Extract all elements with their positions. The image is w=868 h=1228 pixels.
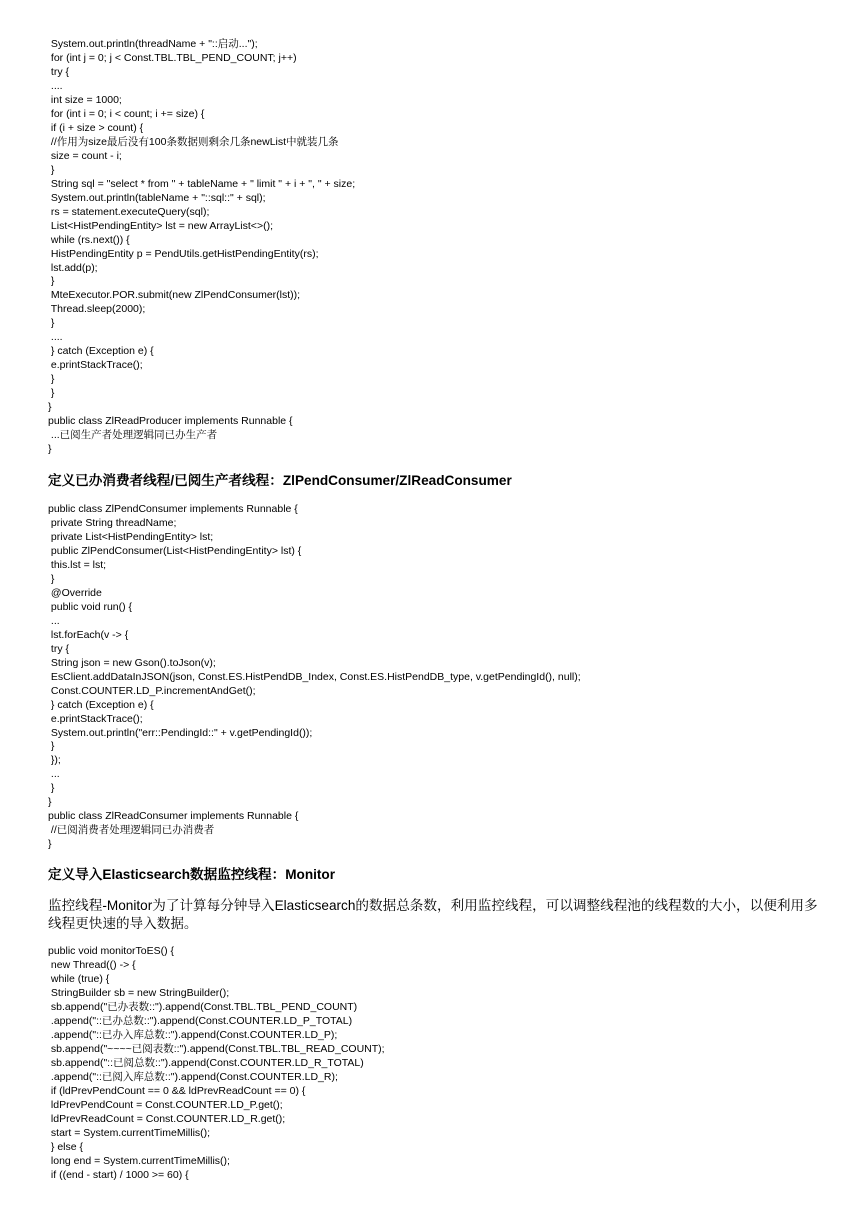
code-line: String sql = "select * from " + tableName + " limit " + i + ", " + size; [48, 177, 356, 190]
code-line: size = count - i; [48, 149, 122, 162]
code-line: ... [48, 614, 60, 627]
code-line: } [48, 387, 55, 400]
code-line: StringBuilder sb = new StringBuilder(); [48, 986, 230, 999]
code-line: this.lst = lst; [48, 558, 107, 571]
code-line: lst.forEach(v -> { [48, 628, 129, 641]
code-line: sb.append("~~~~已阅表数::").append(Const.TBL.TBL_READ_COUNT); [48, 1042, 385, 1055]
code-line: lst.add(p); [48, 261, 98, 274]
code-line: } [48, 443, 52, 456]
code-line: int size = 1000; [48, 93, 122, 106]
code-block-producer [48, 38, 848, 457]
code-block-monitor [48, 945, 848, 1182]
code-line: //已阅消费者处理逻辑同已办消费者 [48, 824, 215, 837]
code-line: } [48, 401, 52, 414]
code-line: e.printStackTrace(); [48, 359, 143, 372]
code-line: start = System.currentTimeMillis(); [48, 1126, 211, 1139]
code-line: } [48, 740, 55, 753]
code-line: .... [48, 79, 63, 92]
code-line: Thread.sleep(2000); [48, 303, 146, 316]
code-line: public ZlPendConsumer(List<HistPendingEntity> lst) { [48, 544, 302, 557]
section-heading-monitor-thread: 定义导入Elasticsearch数据监控线程：Monitor [48, 867, 336, 882]
code-line: while (rs.next()) { [48, 233, 130, 246]
code-line: .... [48, 331, 63, 344]
code-line: String json = new Gson().toJson(v); [48, 656, 216, 669]
code-line: try { [48, 642, 70, 655]
code-line: private String threadName; [48, 516, 177, 529]
code-line: } else { [48, 1140, 84, 1153]
code-line: new Thread(() -> { [48, 958, 136, 971]
code-line: } catch (Exception e) { [48, 698, 154, 711]
code-line: } [48, 373, 55, 386]
code-line: } [48, 782, 55, 795]
code-line: } [48, 317, 55, 330]
code-line: while (true) { [48, 972, 110, 985]
code-line: } catch (Exception e) { [48, 345, 154, 358]
code-line: sb.append("已办表数::").append(Const.TBL.TBL_PEND_COUNT) [48, 1000, 358, 1013]
code-line: private List<HistPendingEntity> lst; [48, 530, 214, 543]
code-line: public void monitorToES() { [48, 945, 175, 957]
code-line: long end = System.currentTimeMillis(); [48, 1154, 230, 1167]
code-line: } [48, 163, 55, 176]
code-line: public class ZlReadProducer implements Runnable { [48, 415, 293, 428]
code-line: public void run() { [48, 600, 133, 613]
code-line: MteExecutor.POR.submit(new ZlPendConsumer(lst)); [48, 289, 301, 302]
code-line: //作用为size最后没有100条数据则剩余几条newList中就装几条 [48, 135, 339, 148]
code-line: System.out.println(tableName + "::sql::" + sql); [48, 191, 266, 204]
code-line: public class ZlReadConsumer implements Runnable { [48, 810, 299, 823]
code-line: HistPendingEntity p = PendUtils.getHistPendingEntity(rs); [48, 247, 319, 260]
monitor-description-paragraph: 监控线程-Monitor为了计算每分钟导入Elasticsearch的数据总条数，利用监控线程，可以调整线程池的线程数的大小，以便利用多线程更快速的导入数据。 [48, 898, 818, 931]
code-line: @Override [48, 586, 102, 599]
code-line: ldPrevPendCount = Const.COUNTER.LD_P.get(); [48, 1098, 283, 1111]
section-heading-consumer-threads: 定义已办消费者线程/已阅生产者线程：ZlPendConsumer/ZlReadConsumer [48, 473, 512, 488]
code-line: for (int j = 0; j < Const.TBL.TBL_PEND_COUNT; j++) [48, 51, 297, 64]
code-line: rs = statement.executeQuery(sql); [48, 205, 210, 218]
code-line: } [48, 838, 52, 851]
code-line: .append("::已办总数::").append(Const.COUNTER.LD_P_TOTAL) [48, 1014, 353, 1027]
code-line: public class ZlPendConsumer implements Runnable { [48, 503, 298, 515]
code-line: if ((end - start) / 1000 >= 60) { [48, 1168, 189, 1181]
code-line: try { [48, 65, 70, 78]
code-line: Const.COUNTER.LD_P.incrementAndGet(); [48, 684, 256, 697]
code-line: System.out.println("err::PendingId::" + v.getPendingId()); [48, 726, 313, 739]
code-line: ...已阅生产者处理逻辑同已办生产者 [48, 429, 218, 442]
code-line: ldPrevReadCount = Const.COUNTER.LD_R.get(); [48, 1112, 286, 1125]
code-line: } [48, 275, 55, 288]
code-line: } [48, 796, 52, 809]
code-line: .append("::已阅入库总数::").append(Const.COUNTER.LD_R); [48, 1070, 338, 1083]
code-line: .append("::已办入库总数::").append(Const.COUNTER.LD_P); [48, 1028, 338, 1041]
code-line: }); [48, 754, 61, 767]
code-line: EsClient.addDataInJSON(json, Const.ES.HistPendDB_Index, Const.ES.HistPendDB_type, v.getPendingId(), null); [48, 670, 581, 683]
code-line: } [48, 572, 55, 585]
code-line: for (int i = 0; i < count; i += size) { [48, 107, 205, 120]
code-block-consumer [48, 503, 848, 852]
code-line: ... [48, 768, 60, 781]
code-line: if (i + size > count) { [48, 121, 144, 134]
code-line: sb.append("::已阅总数::").append(Const.COUNTER.LD_R_TOTAL) [48, 1056, 364, 1069]
code-line: e.printStackTrace(); [48, 712, 143, 725]
code-line: if (ldPrevPendCount == 0 && ldPrevReadCount == 0) { [48, 1084, 306, 1097]
code-line: System.out.println(threadName + "::启动..."); [48, 38, 258, 50]
code-line: List<HistPendingEntity> lst = new ArrayList<>(); [48, 219, 273, 232]
